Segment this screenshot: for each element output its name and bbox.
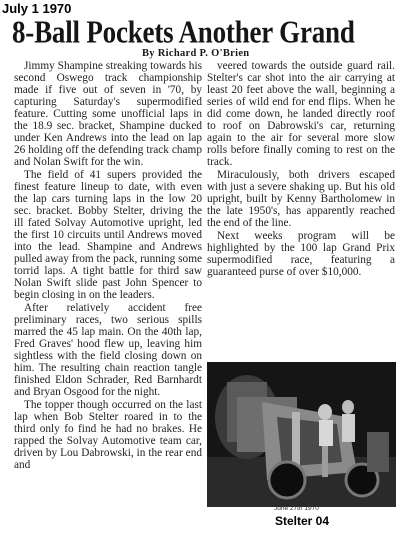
byline: By Richard P. O'Brien [142,48,250,59]
photo-caption: Stelter 04 [275,514,330,528]
paragraph: Jimmy Shampine streaking towards his second Oswego track championship made if five out of seven in '70, by capturing Saturday's supermodified feature. Cutting some unofficial laps in the 18.9 sec. bracket, Shampine ducked under Ken Andrews into the lead on lap 26 holding off the defending track champ and Nolan Swift for the win. [14,60,202,168]
date-tag: July 1 1970 [2,1,72,16]
paragraph: veered towards the outside guard rail. Stelter's car shot into the air carrying at least 20 feet above the wall, beginning a series of wild end for end flips. When he did come down, he landed directly roof to roof on Dabrowski's car, returning again to the air for several more slow rolls before finally coming to rest on the track. [207,60,395,168]
photo-date: June 27th 1970 [274,505,319,512]
article-left-column [14,60,202,555]
paragraph: Miraculously, both drivers escaped with just a severe shaking up. But his old upright, built by Kenny Bartholomew in the late 1950's, has apparently reached the end of the line. [207,169,395,229]
race-car-wreck-image [207,362,396,507]
paragraph: The field of 41 supers provided the finest feature lineup to date, with even the lap cars turning laps in the low 20 sec. bracket. Bobby Stelter, driving the ill fated Solvay Automotive upright, led the first 10 circuits until Andrews moved into the lead. Shampine and Andrews pulled away from the pack, running some torrid laps. A tight battle for third saw Nolan Swift slide past John Spencer to begin closing in on the leaders. [14,169,202,301]
paragraph: Next weeks program will be highlighted by the 100 lap Grand Prix supermodified race, featuring a guaranteed purse of over $10,000. [207,230,395,278]
paragraph: The topper though occurred on the last lap when Bob Stelter roared in to the third only fo find he had no brakes. He rapped the Solvay Automotive team car, driven by Lou Dabrowski, in the rear end and [14,399,202,471]
article-right-column [207,60,395,322]
headline: 8-Ball Pockets Another Grand [12,14,355,50]
paragraph: After relatively accident free preliminary races, two serious spills marred the 45 lap main. On the 40th lap, Fred Graves' hood flew up, leaving him sightless with the field closing down on him. The resulting chain reaction tangle finished Eldon Schrader, Red Barnhardt and Bryan Osgood for the night. [14,302,202,398]
crash-photo [207,362,396,507]
